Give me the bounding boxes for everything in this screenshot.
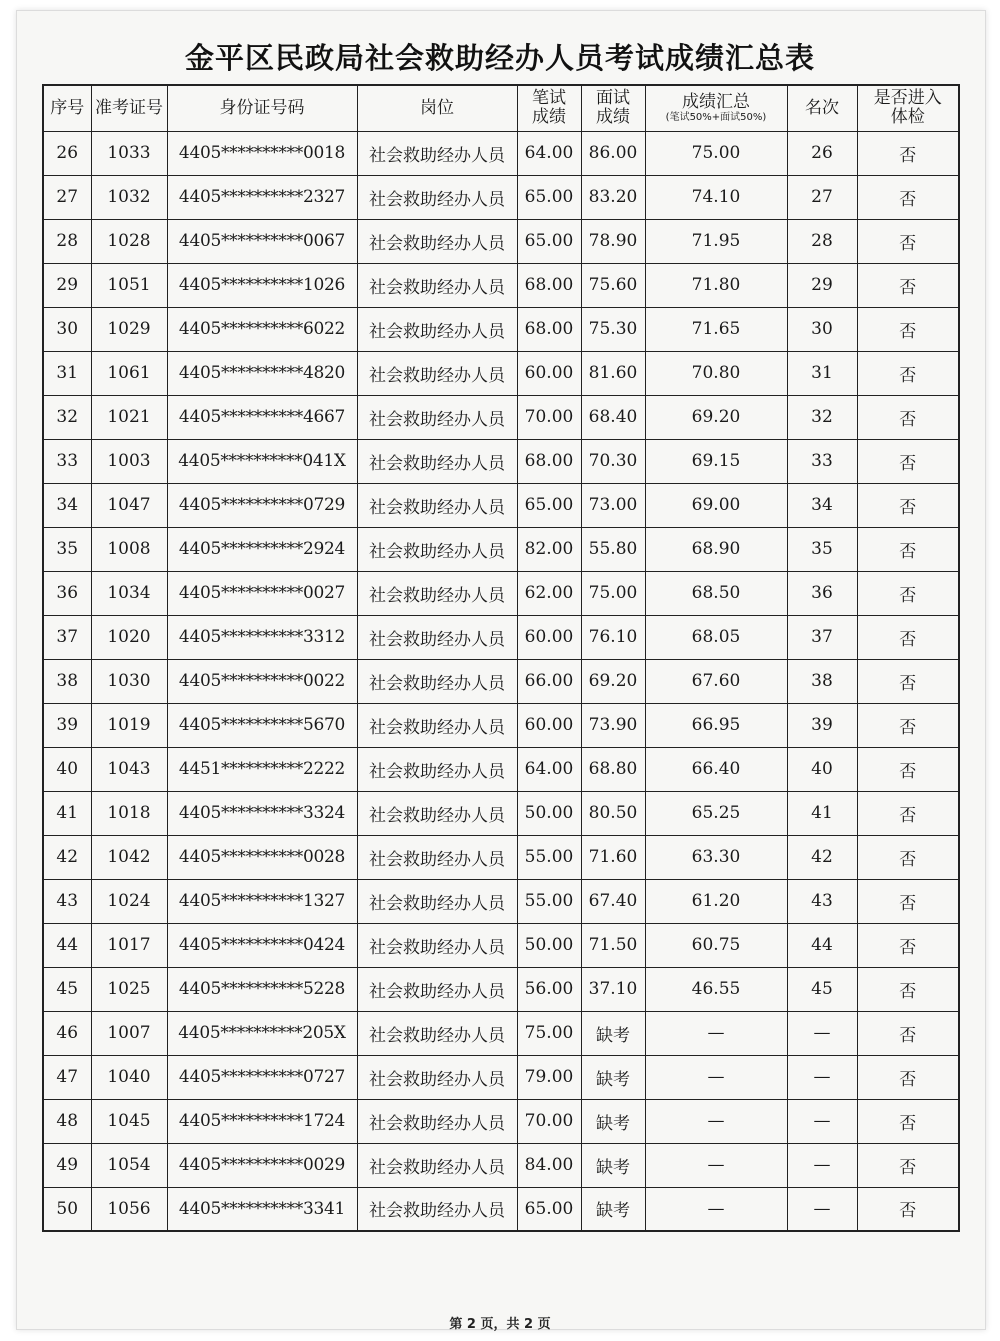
cell-written: 64.00 (517, 131, 581, 175)
table-row (43, 1187, 959, 1231)
cell-position: 社会救助经办人员 (357, 835, 517, 879)
cell-total: 68.05 (645, 615, 787, 659)
cell-rank: 42 (787, 835, 857, 879)
cell-total: — (645, 1099, 787, 1143)
header-position: 岗位 (357, 85, 517, 131)
cell-rank: 33 (787, 439, 857, 483)
page-title: 金平区民政局社会救助经办人员考试成绩汇总表 (184, 41, 815, 75)
table-row (43, 1011, 959, 1055)
cell-no: 27 (43, 175, 91, 219)
cell-id: 4405**********041X (167, 439, 357, 483)
cell-exam: 否 (857, 879, 959, 923)
cell-id: 4405**********0027 (167, 571, 357, 615)
cell-total: 60.75 (645, 923, 787, 967)
cell-id: 4405**********0018 (167, 131, 357, 175)
cell-interview: 缺考 (581, 1099, 645, 1143)
cell-no: 44 (43, 923, 91, 967)
table-row (43, 615, 959, 659)
cell-id: 4405**********0067 (167, 219, 357, 263)
cell-ticket: 1043 (91, 747, 167, 791)
cell-exam: 否 (857, 615, 959, 659)
cell-ticket: 1034 (91, 571, 167, 615)
cell-ticket: 1008 (91, 527, 167, 571)
header-row (43, 85, 959, 131)
cell-id: 4405**********4820 (167, 351, 357, 395)
cell-exam: 否 (857, 1143, 959, 1187)
cell-no: 49 (43, 1143, 91, 1187)
cell-id: 4405**********6022 (167, 307, 357, 351)
cell-position: 社会救助经办人员 (357, 219, 517, 263)
cell-exam: 否 (857, 791, 959, 835)
cell-written: 55.00 (517, 835, 581, 879)
cell-position: 社会救助经办人员 (357, 791, 517, 835)
cell-exam: 否 (857, 527, 959, 571)
cell-position: 社会救助经办人员 (357, 307, 517, 351)
cell-exam: 否 (857, 175, 959, 219)
cell-interview: 70.30 (581, 439, 645, 483)
cell-position: 社会救助经办人员 (357, 1143, 517, 1187)
cell-written: 60.00 (517, 615, 581, 659)
cell-rank: 45 (787, 967, 857, 1011)
cell-ticket: 1025 (91, 967, 167, 1011)
header-written-line1: 笔试 (532, 88, 566, 109)
cell-position: 社会救助经办人员 (357, 747, 517, 791)
cell-id: 4405**********1724 (167, 1099, 357, 1143)
cell-position: 社会救助经办人员 (357, 483, 517, 527)
cell-total: — (645, 1011, 787, 1055)
cell-no: 47 (43, 1055, 91, 1099)
cell-id: 4405**********5670 (167, 703, 357, 747)
cell-total: 75.00 (645, 131, 787, 175)
cell-exam: 否 (857, 307, 959, 351)
cell-interview: 83.20 (581, 175, 645, 219)
header-exam (857, 85, 959, 131)
cell-written: 84.00 (517, 1143, 581, 1187)
table-row (43, 439, 959, 483)
cell-rank: — (787, 1143, 857, 1187)
cell-exam: 否 (857, 219, 959, 263)
cell-total: — (645, 1143, 787, 1187)
cell-interview: 37.10 (581, 967, 645, 1011)
cell-no: 28 (43, 219, 91, 263)
cell-id: 4405**********3324 (167, 791, 357, 835)
cell-no: 29 (43, 263, 91, 307)
cell-written: 66.00 (517, 659, 581, 703)
cell-written: 60.00 (517, 703, 581, 747)
cell-position: 社会救助经办人员 (357, 395, 517, 439)
cell-rank: 34 (787, 483, 857, 527)
cell-no: 42 (43, 835, 91, 879)
cell-exam: 否 (857, 395, 959, 439)
cell-written: 50.00 (517, 791, 581, 835)
cell-rank: 30 (787, 307, 857, 351)
table-row (43, 351, 959, 395)
cell-interview: 76.10 (581, 615, 645, 659)
cell-ticket: 1007 (91, 1011, 167, 1055)
cell-rank: — (787, 1187, 857, 1231)
header-no: 序号 (43, 85, 91, 131)
cell-total: 69.20 (645, 395, 787, 439)
cell-written: 68.00 (517, 307, 581, 351)
header-written-line2: 成绩 (532, 107, 566, 128)
cell-ticket: 1051 (91, 263, 167, 307)
cell-interview: 缺考 (581, 1055, 645, 1099)
cell-interview: 55.80 (581, 527, 645, 571)
cell-rank: 28 (787, 219, 857, 263)
cell-id: 4405**********0727 (167, 1055, 357, 1099)
cell-interview: 67.40 (581, 879, 645, 923)
cell-written: 55.00 (517, 879, 581, 923)
header-interview-line2: 成绩 (596, 107, 630, 128)
cell-position: 社会救助经办人员 (357, 1099, 517, 1143)
table-row (43, 527, 959, 571)
cell-exam: 否 (857, 923, 959, 967)
cell-id: 4405**********0729 (167, 483, 357, 527)
cell-total: 74.10 (645, 175, 787, 219)
cell-ticket: 1003 (91, 439, 167, 483)
cell-interview: 71.50 (581, 923, 645, 967)
header-total-note: (笔试50%+面试50%) (665, 111, 767, 123)
cell-interview: 73.90 (581, 703, 645, 747)
cell-position: 社会救助经办人员 (357, 703, 517, 747)
header-total-line1: 成绩汇总 (682, 91, 750, 112)
cell-no: 33 (43, 439, 91, 483)
cell-written: 68.00 (517, 263, 581, 307)
cell-position: 社会救助经办人员 (357, 1055, 517, 1099)
cell-total: — (645, 1055, 787, 1099)
cell-written: 65.00 (517, 483, 581, 527)
cell-rank: 38 (787, 659, 857, 703)
cell-position: 社会救助经办人员 (357, 439, 517, 483)
cell-id: 4405**********4667 (167, 395, 357, 439)
cell-total: 66.40 (645, 747, 787, 791)
table-row (43, 219, 959, 263)
cell-ticket: 1045 (91, 1099, 167, 1143)
cell-total: 69.00 (645, 483, 787, 527)
cell-position: 社会救助经办人员 (357, 923, 517, 967)
cell-interview: 68.40 (581, 395, 645, 439)
cell-ticket: 1017 (91, 923, 167, 967)
cell-exam: 否 (857, 659, 959, 703)
header-exam-line2: 体检 (890, 107, 925, 128)
cell-rank: — (787, 1099, 857, 1143)
header-ticket: 准考证号 (91, 85, 167, 131)
cell-rank: 44 (787, 923, 857, 967)
cell-id: 4451**********2222 (167, 747, 357, 791)
cell-total: 68.90 (645, 527, 787, 571)
cell-ticket: 1030 (91, 659, 167, 703)
cell-interview: 81.60 (581, 351, 645, 395)
header-interview-line1: 面试 (596, 88, 630, 109)
cell-rank: 40 (787, 747, 857, 791)
cell-rank: 27 (787, 175, 857, 219)
cell-interview: 86.00 (581, 131, 645, 175)
cell-ticket: 1054 (91, 1143, 167, 1187)
cell-ticket: 1032 (91, 175, 167, 219)
cell-total: 70.80 (645, 351, 787, 395)
cell-ticket: 1020 (91, 615, 167, 659)
cell-ticket: 1021 (91, 395, 167, 439)
cell-no: 43 (43, 879, 91, 923)
cell-position: 社会救助经办人员 (357, 1011, 517, 1055)
cell-exam: 否 (857, 1055, 959, 1099)
cell-position: 社会救助经办人员 (357, 1187, 517, 1231)
cell-no: 32 (43, 395, 91, 439)
cell-total: 71.65 (645, 307, 787, 351)
cell-interview: 75.00 (581, 571, 645, 615)
table-row (43, 967, 959, 1011)
cell-exam: 否 (857, 131, 959, 175)
cell-no: 36 (43, 571, 91, 615)
cell-total: 71.80 (645, 263, 787, 307)
table-row (43, 1143, 959, 1187)
cell-no: 48 (43, 1099, 91, 1143)
cell-interview: 缺考 (581, 1143, 645, 1187)
cell-written: 79.00 (517, 1055, 581, 1099)
cell-rank: 39 (787, 703, 857, 747)
cell-no: 35 (43, 527, 91, 571)
cell-ticket: 1061 (91, 351, 167, 395)
table-row (43, 263, 959, 307)
cell-exam: 否 (857, 263, 959, 307)
table-row (43, 395, 959, 439)
cell-exam: 否 (857, 1011, 959, 1055)
header-interview (581, 85, 645, 131)
cell-exam: 否 (857, 483, 959, 527)
header-rank: 名次 (787, 85, 857, 131)
table-row (43, 703, 959, 747)
cell-ticket: 1019 (91, 703, 167, 747)
cell-id: 4405**********3312 (167, 615, 357, 659)
cell-id: 4405**********2924 (167, 527, 357, 571)
cell-no: 50 (43, 1187, 91, 1231)
cell-no: 40 (43, 747, 91, 791)
cell-interview: 缺考 (581, 1187, 645, 1231)
table-row (43, 923, 959, 967)
cell-exam: 否 (857, 967, 959, 1011)
cell-interview: 75.60 (581, 263, 645, 307)
table-row (43, 835, 959, 879)
cell-exam: 否 (857, 1187, 959, 1231)
cell-position: 社会救助经办人员 (357, 175, 517, 219)
cell-ticket: 1033 (91, 131, 167, 175)
cell-position: 社会救助经办人员 (357, 659, 517, 703)
cell-rank: 36 (787, 571, 857, 615)
cell-total: 66.95 (645, 703, 787, 747)
cell-position: 社会救助经办人员 (357, 571, 517, 615)
cell-id: 4405**********5228 (167, 967, 357, 1011)
cell-written: 56.00 (517, 967, 581, 1011)
cell-exam: 否 (857, 747, 959, 791)
cell-written: 82.00 (517, 527, 581, 571)
table-row (43, 131, 959, 175)
cell-total: 69.15 (645, 439, 787, 483)
cell-no: 38 (43, 659, 91, 703)
cell-interview: 71.60 (581, 835, 645, 879)
table-row (43, 571, 959, 615)
header-exam-line1: 是否进入 (873, 88, 942, 109)
cell-exam: 否 (857, 351, 959, 395)
cell-id: 4405**********0022 (167, 659, 357, 703)
cell-total: 65.25 (645, 791, 787, 835)
page-footer: 第 2 页，共 2 页 (449, 1317, 551, 1332)
cell-written: 70.00 (517, 395, 581, 439)
cell-interview: 68.80 (581, 747, 645, 791)
cell-id: 4405**********0029 (167, 1143, 357, 1187)
cell-exam: 否 (857, 835, 959, 879)
cell-exam: 否 (857, 703, 959, 747)
cell-total: 68.50 (645, 571, 787, 615)
cell-interview: 73.00 (581, 483, 645, 527)
header-written (517, 85, 581, 131)
cell-total: 61.20 (645, 879, 787, 923)
cell-total: 71.95 (645, 219, 787, 263)
cell-rank: 31 (787, 351, 857, 395)
cell-id: 4405**********3341 (167, 1187, 357, 1231)
cell-no: 31 (43, 351, 91, 395)
table-row (43, 747, 959, 791)
cell-total: 67.60 (645, 659, 787, 703)
cell-written: 75.00 (517, 1011, 581, 1055)
cell-position: 社会救助经办人员 (357, 879, 517, 923)
cell-ticket: 1040 (91, 1055, 167, 1099)
cell-total: 46.55 (645, 967, 787, 1011)
cell-rank: 41 (787, 791, 857, 835)
cell-ticket: 1056 (91, 1187, 167, 1231)
cell-id: 4405**********2327 (167, 175, 357, 219)
cell-written: 62.00 (517, 571, 581, 615)
cell-position: 社会救助经办人员 (357, 615, 517, 659)
cell-ticket: 1047 (91, 483, 167, 527)
cell-rank: 26 (787, 131, 857, 175)
cell-rank: — (787, 1011, 857, 1055)
cell-id: 4405**********1327 (167, 879, 357, 923)
cell-rank: — (787, 1055, 857, 1099)
table-row (43, 659, 959, 703)
score-table (42, 84, 960, 1232)
cell-id: 4405**********0424 (167, 923, 357, 967)
cell-written: 50.00 (517, 923, 581, 967)
cell-rank: 29 (787, 263, 857, 307)
cell-no: 45 (43, 967, 91, 1011)
cell-interview: 75.30 (581, 307, 645, 351)
table-row (43, 175, 959, 219)
cell-ticket: 1042 (91, 835, 167, 879)
cell-no: 30 (43, 307, 91, 351)
table-row (43, 1055, 959, 1099)
table-row (43, 307, 959, 351)
cell-written: 65.00 (517, 175, 581, 219)
cell-total: 63.30 (645, 835, 787, 879)
cell-exam: 否 (857, 1099, 959, 1143)
cell-position: 社会救助经办人员 (357, 527, 517, 571)
cell-position: 社会救助经办人员 (357, 967, 517, 1011)
cell-interview: 69.20 (581, 659, 645, 703)
table-body (43, 131, 959, 1231)
cell-no: 39 (43, 703, 91, 747)
cell-written: 68.00 (517, 439, 581, 483)
table-row (43, 483, 959, 527)
header-total (645, 85, 787, 131)
cell-ticket: 1029 (91, 307, 167, 351)
cell-no: 26 (43, 131, 91, 175)
cell-position: 社会救助经办人员 (357, 263, 517, 307)
cell-rank: 43 (787, 879, 857, 923)
cell-ticket: 1024 (91, 879, 167, 923)
cell-interview: 缺考 (581, 1011, 645, 1055)
cell-interview: 80.50 (581, 791, 645, 835)
cell-written: 60.00 (517, 351, 581, 395)
cell-no: 37 (43, 615, 91, 659)
cell-position: 社会救助经办人员 (357, 351, 517, 395)
cell-no: 46 (43, 1011, 91, 1055)
cell-written: 64.00 (517, 747, 581, 791)
cell-id: 4405**********205X (167, 1011, 357, 1055)
cell-no: 41 (43, 791, 91, 835)
table-row (43, 879, 959, 923)
cell-id: 4405**********1026 (167, 263, 357, 307)
cell-rank: 35 (787, 527, 857, 571)
table-row (43, 1099, 959, 1143)
cell-rank: 32 (787, 395, 857, 439)
cell-interview: 78.90 (581, 219, 645, 263)
cell-exam: 否 (857, 439, 959, 483)
cell-written: 65.00 (517, 1187, 581, 1231)
cell-exam: 否 (857, 571, 959, 615)
cell-total: — (645, 1187, 787, 1231)
cell-rank: 37 (787, 615, 857, 659)
cell-ticket: 1018 (91, 791, 167, 835)
cell-written: 65.00 (517, 219, 581, 263)
header-id: 身份证号码 (167, 85, 357, 131)
cell-ticket: 1028 (91, 219, 167, 263)
cell-id: 4405**********0028 (167, 835, 357, 879)
cell-written: 70.00 (517, 1099, 581, 1143)
table-row (43, 791, 959, 835)
cell-position: 社会救助经办人员 (357, 131, 517, 175)
cell-no: 34 (43, 483, 91, 527)
